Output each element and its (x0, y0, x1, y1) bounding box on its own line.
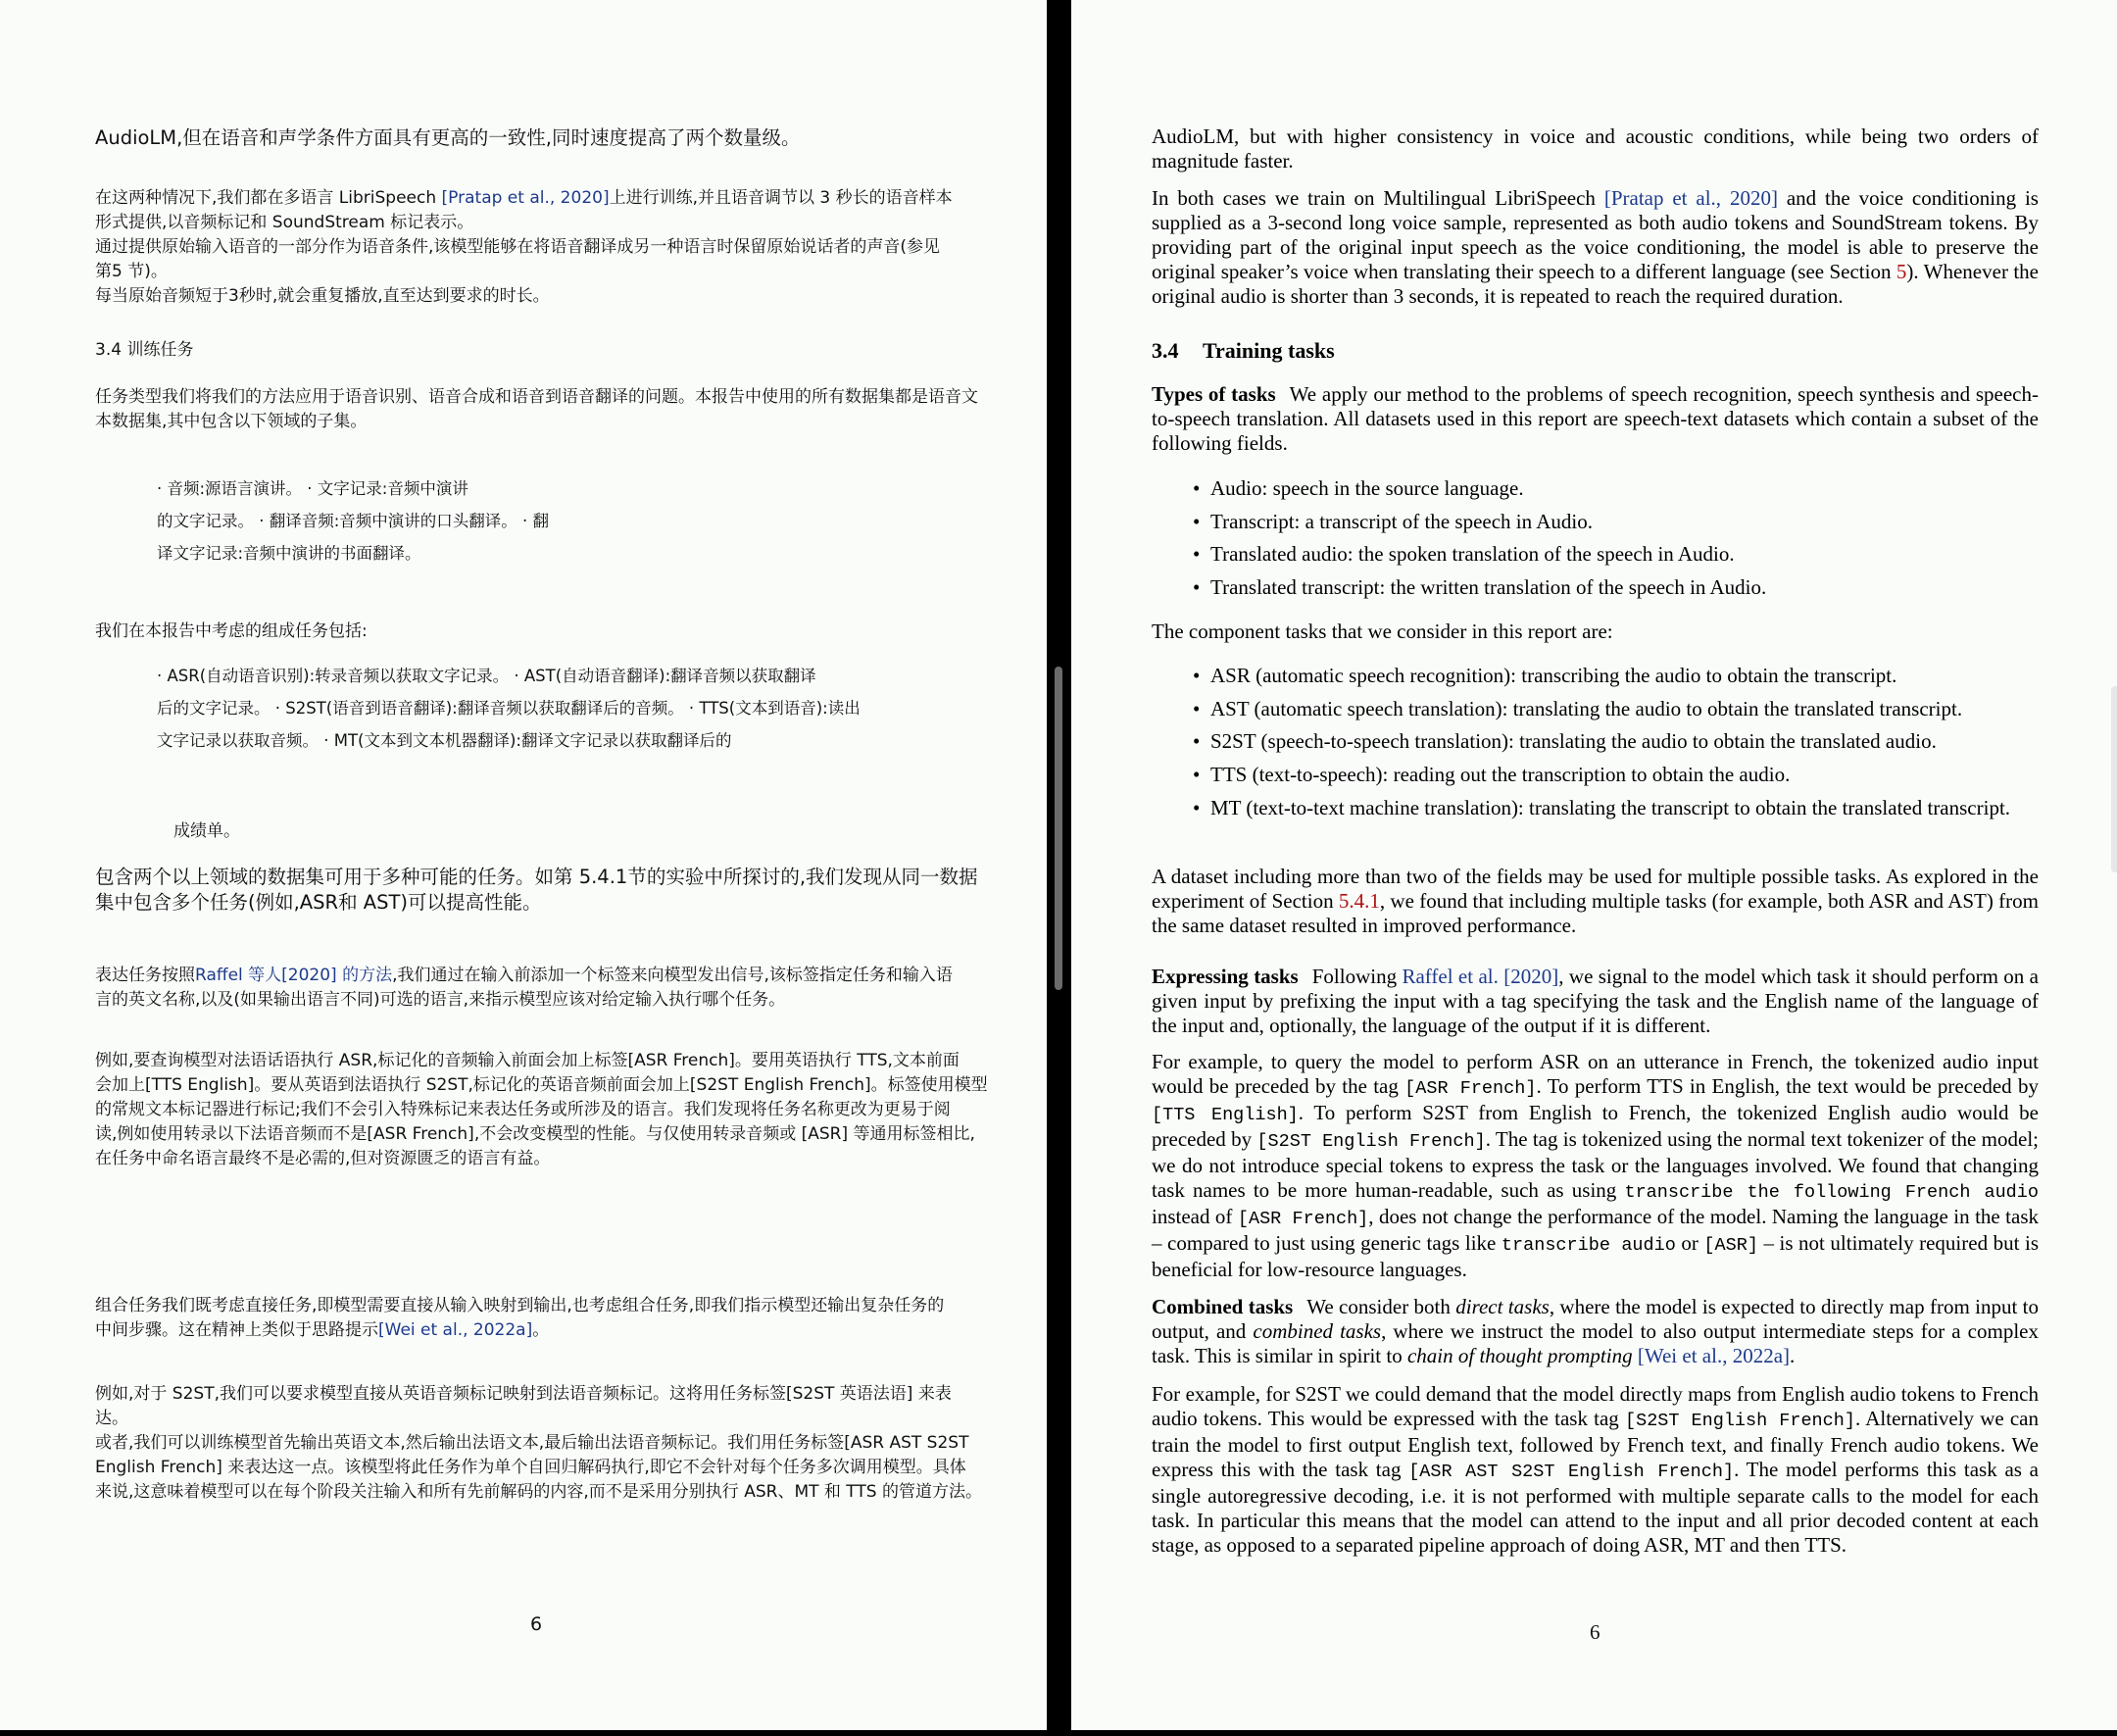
list-item: • Translated transcript: the written translation of the speech in Audio. (1210, 575, 2043, 600)
paragraph-multitask: A dataset including more than two of the fields may be used for multiple possible tasks. As explored in the experiment of Section 5.4.1, we found that including multiple tasks (for example, both ASR and AST) from the same dataset resulted in improved performance. (1152, 865, 2039, 937)
list-item: · ASR(自动语音识别):转录音频以获取文字记录。 · AST(自动语音翻译):翻译音频以获取翻译 (157, 667, 816, 685)
list-item: • Translated audio: the spoken translation of the speech in Audio. (1210, 542, 2043, 567)
citation-link-wei-en[interactable]: [Wei et al., 2022a] (1637, 1344, 1791, 1367)
citation-link-raffel-en[interactable]: Raffel et al. (1402, 965, 1499, 988)
zh-paragraph-combined-tasks: 组合任务我们既考虑直接任务,即模型需要直接从输入映射到输出,也考虑组合任务,即我们指示模型还输出复杂任务的 中间步骤。这在精神上类似于思路提示[Wei et al., 2022a]。 (95, 1296, 945, 1340)
zh-paragraph-intro: AudioLM,但在语音和声学条件方面具有更高的一致性,同时速度提高了两个数量级。 (95, 126, 801, 149)
paragraph-heading: Expressing tasks (1152, 965, 1299, 988)
fields-list (1210, 476, 2043, 609)
zh-paragraph-expressing-tasks: 表达任务按照Raffel 等人[2020] 的方法,我们通过在输入前添加一个标签来向模型发出信号,该标签指定任务和输入语 言的英文名称,以及(如果输出语言不同)可选的语言,来指示模型应该对给定输入执行哪个任务。 (95, 966, 953, 1010)
zh-fields-list (157, 472, 549, 570)
zh-paragraph-s2st-example: 例如,对于 S2ST,我们可以要求模型直接从英语音频标记映射到法语音频标记。这将用任务标签[S2ST 英语法语] 来表 达。 或者,我们可以训练模型首先输出英语文本,然后输出法语文本,最后输出法语音频标记。我们用任务标签[ASR AST S2ST English French] 来表达这一点。该模型将此任务作为单个自回归解码执行,即它不会针对每个任务多次调用模型。具体 来说,这意味着模型可以在每个阶段关注输入和所有先前解码的内容,而不是采用分别执行 ASR、MT 和 TTS 的管道方法。 (95, 1384, 982, 1502)
side-panel-tab[interactable] (2111, 686, 2117, 872)
list-item: 后的文字记录。 · S2ST(语音到语音翻译):翻译音频以获取翻译后的音频。 · TTS(文本到语音):读出 (157, 699, 861, 718)
zh-paragraph-training-data: 在这两种情况下,我们都在多语言 LibriSpeech [Pratap et al., 2020]上进行训练,并且语音调节以 3 秒长的语音样本 形式提供,以音频标记和 SoundStream 标记表示。 通过提供原始输入语音的一部分作为语音条件,该模型能够在将语音翻译成另一种语言时保留原始说话者的声音(参见 第5 节)。 每当原始音频短于3秒时,就会重复播放,直至达到要求的时长。 (95, 188, 953, 306)
citation-link-pratap-en[interactable]: [Pratap et al., 2020] (1603, 186, 1778, 210)
paragraph-combined-tasks: Combined tasks We consider both direct tasks, where the model is expected to directly map from input to output, and combined tasks, where we instruct the model to also output intermediate steps for a complex task. This is similar in spirit to chain of thought prompting [Wei et al., 2022a]. (1152, 1295, 2039, 1367)
paragraph-component-tasks: The component tasks that we consider in this report are: (1152, 620, 1613, 643)
paragraph-heading: Combined tasks (1152, 1295, 1294, 1318)
zh-section-heading: 3.4 训练任务 (95, 340, 194, 360)
paragraph-intro: AudioLM, but with higher consistency in voice and acoustic conditions, while being two orders of magnitude faster. (1152, 124, 2039, 173)
list-item: • TTS (text-to-speech): reading out the transcription to obtain the audio. (1210, 763, 2043, 787)
tasks-list (1210, 664, 2043, 828)
paragraph-tag-examples: For example, to query the model to perform ASR on an utterance in French, the tokenized audio input would be preceded by the tag [ASR French]. To perform TTS in English, the text would be preceded by [TTS English]. To perform S2ST from English to French, the tokenized English audio would be preceded by [S2ST English French]. The tag is tokenized using the normal text tokenizer of the model; we do not introduce special tokens to express the task or the languages involved. We found that changing task names to be more human-readable, such as using transcribe the following French audio instead of [ASR French], does not change the performance of the model. Naming the language in the task – compared to just using generic tags like transcribe audio or [ASR] – is not ultimately required but is beneficial for low-resource languages. (1152, 1050, 2040, 1281)
list-item: · 音频:源语言演讲。 · 文字记录:音频中演讲 (157, 479, 468, 498)
list-item: • MT (text-to-text machine translation): translating the transcript to obtain the translated transcript. (1210, 796, 2043, 820)
zh-tasks-list (157, 660, 861, 757)
page-number: 6 (1590, 1620, 1600, 1644)
list-item: 文字记录以获取音频。 · MT(文本到文本机器翻译):翻译文字记录以获取翻译后的 (157, 731, 732, 750)
citation-link-raffel[interactable]: Raffel 等人[2020] 的方法 (195, 966, 393, 985)
list-item: • Transcript: a transcript of the speech in Audio. (1210, 510, 2043, 534)
zh-paragraph-task-types: 任务类型我们将我们的方法应用于语音识别、语音合成和语音到语音翻译的问题。本报告中使用的所有数据集都是语音文 本数据集,其中包含以下领域的子集。 (95, 387, 978, 431)
paragraph-s2st-example: For example, for S2ST we could demand that the model directly maps from English audio tokens to French audio tokens. This would be expressed with the task tag [S2ST English French]. Alternatively we can train the model to first output English text, followed by French text, and finally French audio tokens. We express this with the task tag [ASR AST S2ST English French]. The model performs this task as a single autoregressive decoding, i.e. it is not performed with multiple separate calls to the model for each task. In particular this means that the model can attend to the input and all prior decoded content at each stage, as opposed to a separated pipeline approach of doing ASR, MT and then TTS. (1152, 1382, 2039, 1557)
section-ref-5-4-1[interactable]: 5.4.1 (1338, 889, 1380, 913)
list-item: • Audio: speech in the source language. (1210, 476, 2043, 501)
list-item: • AST (automatic speech translation): translating the audio to obtain the translated transcript. (1210, 697, 2043, 721)
list-item: • S2ST (speech-to-speech translation): translating the audio to obtain the translated audio. (1210, 729, 2043, 754)
zh-paragraph-component-tasks: 我们在本报告中考虑的组成任务包括: (95, 621, 368, 641)
list-item: • ASR (automatic speech recognition): transcribing the audio to obtain the transcript. (1210, 664, 2043, 688)
window-bottom-edge (0, 1730, 2117, 1736)
list-item: 的文字记录。 · 翻译音频:音频中演讲的口头翻译。 · 翻 (157, 512, 550, 530)
paragraph-heading: Types of tasks (1152, 382, 1276, 406)
citation-link-wei[interactable]: [Wei et al., 2022a] (378, 1320, 533, 1340)
zh-paragraph-tag-examples: 例如,要查询模型对法语话语执行 ASR,标记化的音频输入前面会加上标签[ASR French]。要用英语执行 TTS,文本前面 会加上[TTS English]。要从英语到法语执行 S2ST,标记化的英语音频前面会加上[S2ST English French]。标签使用模型 的常规文本标记器进行标记;我们不会引入特殊标记来表达任务或所涉及的语言。我们发现将任务名称更改为更易于阅 读,例如使用转录以下法语音频而不是[ASR French],不会改变模型的性能。与仅使用转录音频或 [ASR] 等通用标签相比, 在任务中命名语言最终不是必需的,但对资源匮乏的语言有益。 (95, 1051, 988, 1168)
list-item: 译文字记录:音频中演讲的书面翻译。 (157, 544, 421, 563)
paragraph-expressing-tasks: Expressing tasks Following Raffel et al. [2020], we signal to the model which task it should perform on a given input by prefixing the input with a tag specifying the task and the English name of the language of the input and, optionally, the language of the output if it is different. (1152, 965, 2040, 1037)
page-number: 6 (530, 1613, 543, 1635)
split-drag-handle[interactable] (1055, 667, 1062, 990)
section-ref-5[interactable]: 5 (1895, 260, 1907, 283)
zh-paragraph-multitask: 包含两个以上领域的数据集可用于多种可能的任务。如第 5.4.1节的实验中所探讨的,我们发现从同一数据 集中包含多个任务(例如,ASR和 AST)可以提高性能。 (95, 866, 978, 914)
zh-tasks-tail: 成绩单。 (173, 821, 240, 841)
paragraph-task-types: Types of tasks We apply our method to the problems of speech recognition, speech synthesis and speech-to-speech translation. All datasets used in this report are speech-text datasets which contain a subset of the following fields. (1152, 382, 2039, 455)
section-heading: 3.4 Training tasks (1152, 338, 1335, 363)
citation-year-raffel[interactable]: [2020] (1503, 965, 1559, 988)
citation-link-pratap[interactable]: [Pratap et al., 2020] (441, 188, 610, 208)
paragraph-training-data: In both cases we train on Multilingual LibriSpeech [Pratap et al., 2020] and the voice conditioning is supplied as a 3-second long voice sample, represented as both audio tokens and SoundStream tokens. By providing part of the original input speech as the voice conditioning, the model is able to preserve the original speaker’s voice when translating their speech to a different language (see Section 5). Whenever the original audio is shorter than 3 seconds, it is repeated to reach the required duration. (1152, 186, 2039, 308)
